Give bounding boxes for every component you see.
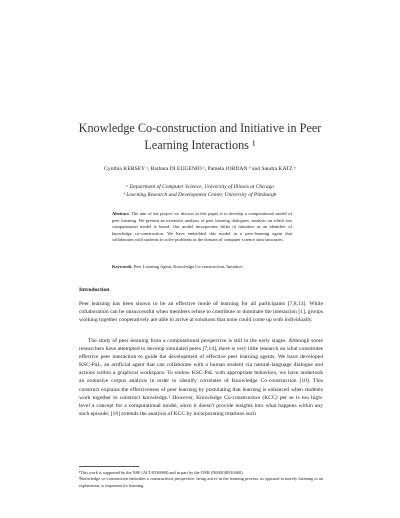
footnote-2: ²Knowledge co-construction embodies a constructivist perspective: being active in the learning process, as opposed to merely listening to an explanation, is important for learning.	[79, 476, 323, 488]
author-list: Cynthia KERSEY ᵃ, Barbara DI EUGENIO ᵃ, Pamela JORDAN ᵇ and Sandra KATZ ᵇ	[104, 166, 296, 172]
body-paragraph-2: The study of peer learning from a computational perspective is still in the early stages. Although some researchers have attempted to develop simulated peers [7,14], there is very little research on what constitutes effective peer interaction to guide the development of effective peer learning agents. We have developed KSC-PaL, an artificial agent that can collaborate with a human student via natural-language dialogue and actions within a graphical workspace. To endow KSC-PaL with appropriate behaviors, we have undertook an extensive corpus analysis in order to identify correlates of Knowledge Co-construction [10]. This construct explains the effectiveness of peer learning by postulating that learning is enhanced when students work together to construct knowledge.² However, Knowledge Co-construction (KCC) per se is too high-level a concept for a computational model, since it doesn't provide insights into what happens within any such episode; [10] extends the analysis of KCC by incorporating relations such	[79, 338, 323, 417]
abstract-text: The aim of the project we discuss in this paper is to develop a computational model of peer learning. We present an extensive analysis of peer learning dialogues, analysis on which our computational model is based. Our model incorporates shifts of initiative as an identifier of knowledge co-construction. We have embedded this model in a peer-learning agent that collaborates with students to solve problems in the domain of computer science data structures.	[112, 211, 292, 243]
keywords-text: Peer Learning Agent, Knowledge Co-construction, Initiative	[133, 264, 243, 269]
footnotes	[79, 470, 323, 489]
footnote-1: ¹This work is supported by the NSF (ALT-0536968) and in part by the ONR (N000140910460).	[79, 470, 244, 475]
keywords-label: Keywords.	[112, 264, 133, 269]
section-heading-introduction: Introduction	[79, 287, 110, 293]
affiliation-a: ᵃ Department of Computer Science, University of Illinois at Chicago	[126, 184, 274, 190]
abstract-label: Abstract.	[112, 211, 130, 216]
footnote-divider	[79, 466, 139, 467]
affiliations	[40, 184, 360, 199]
paper-title: Knowledge Co-construction and Initiative in Peer Learning Interactions ¹	[78, 121, 322, 152]
abstract	[112, 211, 292, 244]
body-paragraph-1: Peer learning has been shown to be an effective mode of learning for all participants [7,8,13]. While collaboration can be unsuccessful when members refuse to contribute or dominate the interaction [1], groups working together cooperatively are able to arrive at solutions that none could come up with individually.	[79, 301, 323, 324]
keywords	[112, 264, 292, 271]
affiliation-b: ᵇ Learning Research and Development Center, University of Pittsburgh	[123, 191, 277, 198]
